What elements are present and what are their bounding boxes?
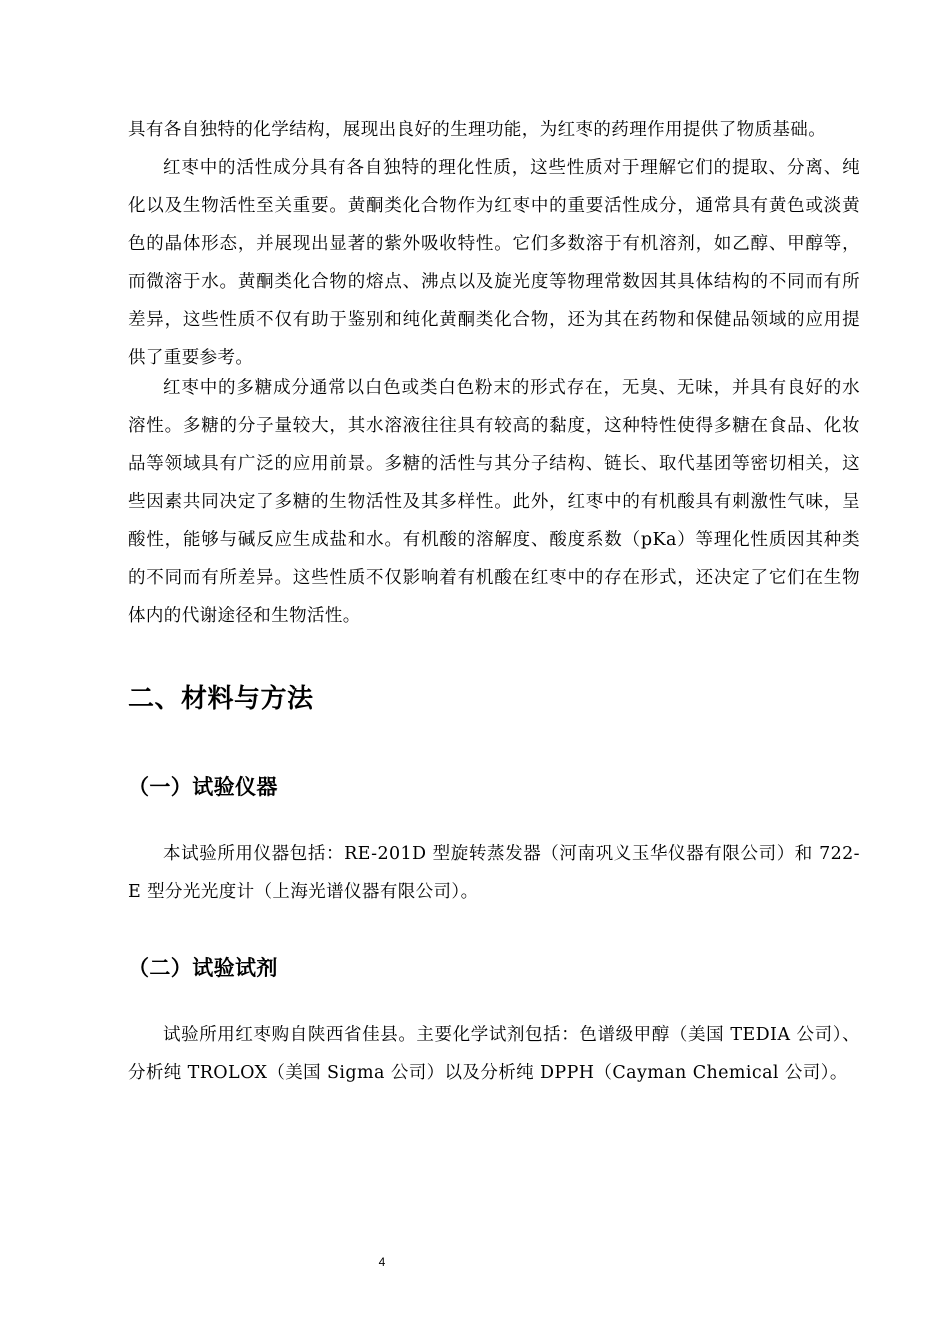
section-heading-materials-methods: 二、材料与方法	[128, 684, 314, 714]
subsection-heading-reagents: （二）试验试剂	[128, 956, 278, 980]
paragraph-properties-flavonoids: 红枣中的活性成分具有各自独特的理化性质，这些性质对于理解它们的提取、分离、纯化以及生物活性至关重要。黄酮类化合物作为红枣中的重要活性成分，通常具有黄色或淡黄色的晶体形态，并展现出显著的紫外吸收特性。它们多数溶于有机溶剂，如乙醇、甲醇等，而微溶于水。黄酮类化合物的熔点、沸点以及旋光度等物理常数因其具体结构的不同而有所差异，这些性质不仅有助于鉴别和纯化黄酮类化合物，还为其在药物和保健品领域的应用提供了重要参考。	[128, 158, 860, 368]
paragraph-continued: 具有各自独特的化学结构，展现出良好的生理功能，为红枣的药理作用提供了物质基础。	[128, 120, 827, 140]
page-number: 4	[378, 1255, 386, 1269]
paragraph-instruments: 本试验所用仪器包括：RE-201D 型旋转蒸发器（河南巩义玉华仪器有限公司）和 722-E 型分光光度计（上海光谱仪器有限公司）。	[128, 844, 860, 902]
subsection-heading-instruments: （一）试验仪器	[128, 775, 278, 799]
paragraph-properties-polysaccharides: 红枣中的多糖成分通常以白色或类白色粉末的形式存在，无臭、无味，并具有良好的水溶性。多糖的分子量较大，其水溶液往往具有较高的黏度，这种特性使得多糖在食品、化妆品等领域具有广泛的应用前景。多糖的活性与其分子结构、链长、取代基团等密切相关，这些因素共同决定了多糖的生物活性及其多样性。此外，红枣中的有机酸具有刺激性气味，呈酸性，能够与碱反应生成盐和水。有机酸的溶解度、酸度系数（pKa）等理化性质因其种类的不同而有所差异。这些性质不仅影响着有机酸在红枣中的存在形式，还决定了它们在生物体内的代谢途径和生物活性。	[128, 378, 860, 626]
paragraph-reagents: 试验所用红枣购自陕西省佳县。主要化学试剂包括：色谱级甲醇（美国 TEDIA 公司）、分析纯 TROLOX（美国 Sigma 公司）以及分析纯 DPPH（Cayman Chemical 公司）。	[128, 1025, 860, 1083]
